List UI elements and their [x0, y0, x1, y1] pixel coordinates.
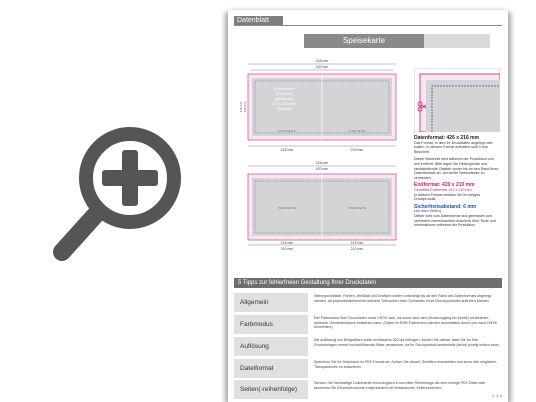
dim-left-outer: 216 mm — [239, 101, 243, 113]
version-label: V. 1.0 — [491, 393, 502, 398]
technical-drawing — [238, 54, 406, 254]
tip-label: Allgemein — [234, 293, 308, 312]
format-title: Datenformat: 426 x 216 mm — [414, 135, 480, 141]
tip-label: Auflösung — [234, 337, 308, 356]
magnifier-plus-icon[interactable] — [48, 120, 188, 270]
tip-row — [234, 380, 502, 399]
dim-bottom-right: 215 mm — [350, 148, 364, 152]
tip-label: Dateiformat — [234, 359, 308, 378]
tip-text: Senden Sie mehrseitige Dokumente chronologisch in korrekter Reihenfolge als eine einzige PDF-Datei oder benennen Sie Einzeldokumente entsprechend mit fortlaufenden Seitennummern. — [314, 381, 486, 390]
title-bar-accent — [424, 34, 490, 48]
final-format-text: In diesem Format erhalten Sie Ihr fertiges Druckprodukt. — [414, 192, 481, 202]
label-back-top: RÜCKSEITE — [278, 129, 296, 133]
label-inner-right: INNENSEITE — [347, 206, 367, 210]
tip-label: Farbmodus — [234, 315, 308, 334]
panel-title-top — [322, 78, 392, 136]
datasheet-page — [228, 10, 508, 402]
tip-label: Seiten(-reihenfolge) — [234, 380, 308, 399]
tip-text: Hintergrundbilder, Farben, Weißität und Grafiken sollten unbedingt bis an den Rand des Datenformats angelegt werden, da produktionstechnisch kleinere Toleranzen beim Schneiden Ihres Druckproduktes auftreten können. — [314, 294, 491, 303]
tip-row — [234, 293, 502, 312]
dim-bottom-left: 215 mm — [280, 148, 294, 152]
dim-bottom-inner-right: 210 mm — [350, 247, 364, 251]
final-format-sub: Gefalztes Endformat: 210 x 210 mm — [414, 187, 472, 192]
trim-text: Dieser Beschnitt wird während der Produktion von uns entfernt. Bitte legen Sie Hintergründe und randabfallende Objekte immer bis an den Rand Ihres Datenformats an, um weiße Seitenränder zu vermeiden. — [414, 157, 499, 180]
panel-text-line-2: (4-Seiter) — [275, 91, 293, 96]
tips-title: 5 Tipps zur fehlerfreien Gestaltung Ihrer Druckdaten — [234, 278, 502, 288]
tip-row — [234, 337, 502, 356]
dim-bottom-inner-left: 210 mm — [280, 247, 294, 251]
label-title-top: TITELSEITE — [348, 129, 366, 133]
dim-top-inner: 420 mm — [315, 65, 329, 69]
tip-row — [234, 359, 502, 378]
dim-top-outer-2: 426 mm — [315, 161, 329, 165]
dim-bottom-left-2: 215 mm — [280, 241, 294, 245]
dim-left-inner: 210 mm — [243, 101, 247, 113]
tip-row — [234, 315, 502, 334]
panel-text-line-5: Quadrat — [276, 106, 292, 111]
safety-sub: (auf allen Seiten) — [414, 209, 442, 214]
datasheet-tab: Datenblatt — [234, 16, 283, 25]
safety-title: Sicherheitsabstand: 6 mm — [414, 203, 477, 210]
dim-top-outer: 426 mm — [315, 59, 329, 63]
format-info — [414, 136, 500, 228]
panel-text-line-4: 210 x 210 mm — [271, 101, 297, 106]
dim-bottom-right-2: 215 mm — [350, 241, 364, 245]
safety-text: Dieser wird vom Datenformat aus gemessen und verhindert unerwünschten Anschnitt Ihrer Texte und Informationen während der Produktion. — [414, 213, 496, 228]
format-text: Das Format, in dem Ihr Druckdaten angelegt sein sollten. In diesem Format enthalten sind 3 mm Beschnitt. — [414, 140, 493, 154]
corner-detail-graphic — [414, 68, 500, 132]
tip-text: Speichern Sie Ihr Dokument im PDF-Format ab. Achten Sie darauf, Schriften einzubetten und zuvor alle möglichen Transparenzen zu reduzieren. — [314, 360, 497, 369]
panel-text-line-3: gefalzt auf — [274, 96, 294, 101]
product-title: Speisekarte — [304, 34, 424, 48]
final-format-title: Endformat: 420 x 210 mm — [414, 182, 475, 189]
tip-text: Der Farbmodus Ihrer Druckdaten muss CMYK sein, da sonst nach dem Druckvorgang ein (leicht) veränderter, optischer Gesamteindruck entstehen kann. (Daten im RGB-Farbmodus werden automatisch durch uns nach CMYK konvertiert.) — [314, 316, 498, 330]
header-divider — [234, 25, 502, 26]
tip-text: Die Auflösung von Bildgrafiken sollte mindestens 300 dpi betragen. Achten Sie darauf, dass Sie für Ihre Druckvorlagen immer hochauflösende Bilder verwenden, da Ihr Druckprodukt andernfalls (leicht) pixelig wirken kann. — [314, 338, 500, 347]
dim-top-inner-2: 420 mm — [315, 167, 329, 171]
panel-text-line-1: Speisekarte — [273, 86, 295, 91]
label-inner-left: INNENSEITE — [277, 206, 297, 210]
